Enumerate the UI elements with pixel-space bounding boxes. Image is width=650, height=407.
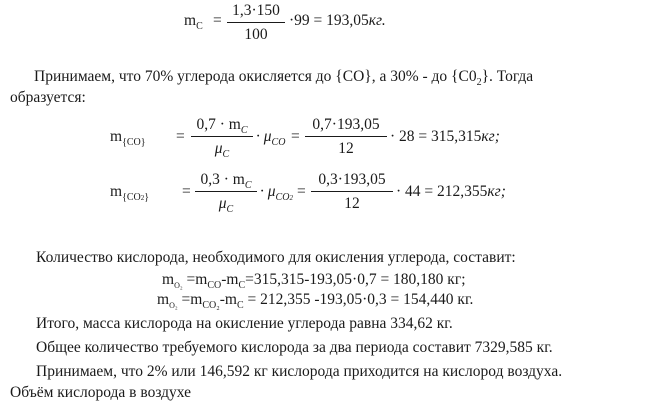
oxygen-intro: Количество кислорода, необходимого для окисления углерода, составит: (36, 249, 516, 266)
mco-fraction-2: 0,7·193,05 12 (305, 116, 387, 158)
mco2-fraction-2: 0,3·193,05 12 (311, 171, 393, 213)
mco2-eq-sign: = (182, 183, 191, 200)
paragraph-assumption: Принимаем, что 70% углерода окисляется до {CO}, а 30% - до $\{C0_2\}$. Тогда (34, 68, 534, 88)
mco-lhs: $m_{\{CO\}}$ (110, 128, 146, 148)
oxygen-calc-2: $m_{O_2} =m_{CO_2}-m_C = 212,355$ -193,05·0,3 = 154,440 кг. (157, 291, 474, 311)
mco2-lhs: $m_{\{CO2\}}$ (110, 183, 150, 203)
mc-eq-sign: = (213, 12, 222, 29)
oxygen-total: Итого, масса кислорода на окисление углерода равна 334,62 кг. (36, 315, 453, 332)
mco-result: · 28 = 315,315кг; (390, 128, 500, 145)
mco-fraction-1: $0,7 \cdot m_C$ $\mu_C$ (191, 116, 253, 158)
oxygen-overall: Общее количество требуемого кислорода за два периода составит 7329,585 кг. (36, 339, 553, 356)
paragraph-forms: образуется: (10, 89, 86, 106)
oxygen-calc-1: $m_{O_2} =m_{CO}-m_C=315,315-193,05\cdot 0,7 = 180,180$ кг; (162, 271, 466, 291)
oxygen-air-share: Принимаем, что 2% или 146,592 кг кислорода приходится на кислород воздуха. (36, 363, 563, 380)
mco2-mu: · $\mu_{CO2}$ (260, 183, 293, 203)
mco2-eq-sign-2: = (297, 183, 306, 200)
oxygen-volume: Объём кислорода в воздухе (10, 384, 192, 401)
mco-mu: · $\mu_{CO}$ (256, 128, 286, 148)
mco-eq-sign: = (176, 128, 185, 145)
mco-eq-sign-2: = (291, 128, 300, 145)
mc-result: ·99 = 193,05кг. (289, 12, 386, 29)
mc-lhs: $m_C$ (184, 12, 203, 32)
mco2-fraction-1: $0,3 \cdot m_C$ $\mu_C$ (195, 171, 257, 213)
mc-fraction: 1,3·150 100 (227, 2, 285, 44)
mco2-result: · 44 = 212,355кг; (396, 183, 506, 200)
